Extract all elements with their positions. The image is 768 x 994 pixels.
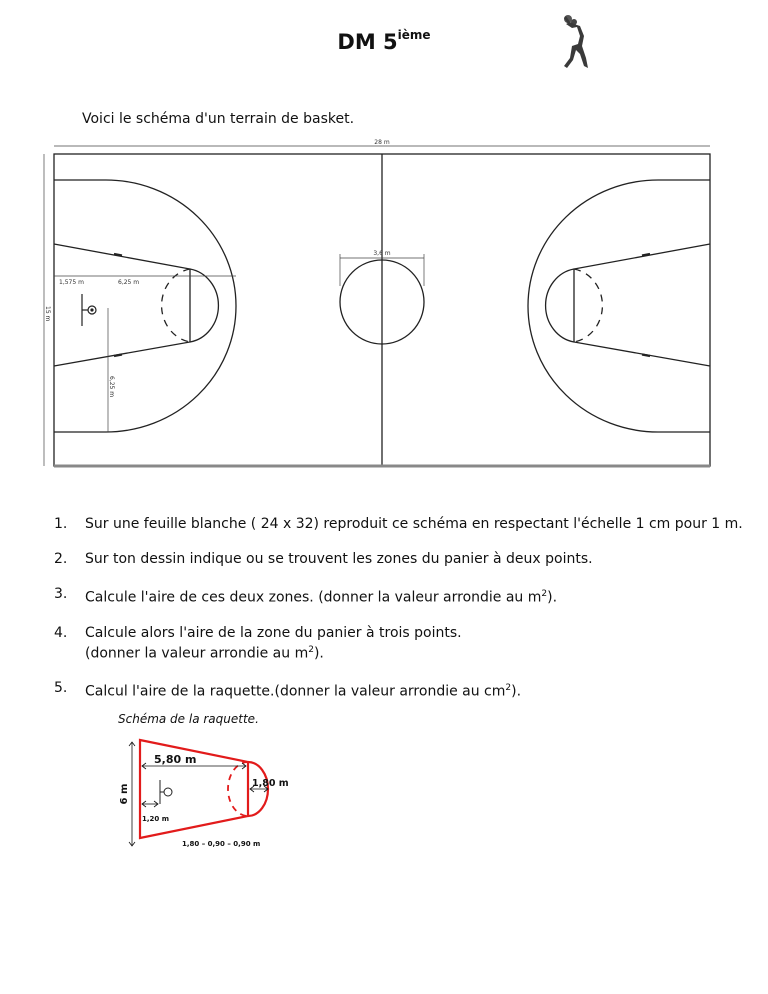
raquette-diagram (110, 732, 310, 852)
court-length-label: 28 m (374, 139, 390, 146)
question-number: 4. (54, 624, 68, 641)
superscript: 2 (541, 589, 548, 599)
title-text: DM 5 (337, 30, 398, 54)
three-point-vertical-label: 6,25 m (108, 376, 115, 398)
raquette-height-label: 6 m (119, 783, 130, 805)
question-number: 3. (54, 586, 68, 602)
raquette-caption: Schéma de la raquette. (118, 712, 259, 726)
court-width-label: 15 m (44, 306, 51, 322)
question-list (54, 516, 744, 719)
page-title (0, 30, 768, 54)
question-number: 2. (54, 551, 68, 567)
intro-text: Voici le schéma d'un terrain de basket. (82, 111, 355, 127)
question-text-end: ). (313, 645, 324, 662)
question-text: Sur une feuille blanche ( 24 x 32) reproduit ce schéma en respectant l'échelle 1 cm pour 1 m. (85, 516, 743, 532)
superscript: 2 (505, 683, 512, 694)
question-text: Calcul l'aire de la raquette.(donner la valeur arrondie au cm (85, 683, 506, 700)
basket-distance-label: 1,575 m (59, 279, 84, 286)
question-text-end: ). (511, 683, 522, 700)
question-text-end: ). (547, 589, 558, 606)
raquette-basket-label: 1,20 m (142, 815, 170, 823)
question-number: 5. (54, 680, 68, 697)
title-superscript: ième (397, 28, 431, 42)
question-item (54, 625, 744, 663)
superscript: 2 (308, 644, 314, 655)
basketball-court-diagram (36, 136, 716, 472)
three-point-horizontal-label: 6,25 m (118, 279, 140, 286)
question-item (54, 516, 744, 533)
raquette-bottom-label: 1,80 – 0,90 – 0,90 m (182, 840, 261, 848)
circle-diameter-label: 3,6 m (373, 250, 391, 257)
question-text: Calcule alors l'aire de la zone du panier à trois points. (85, 624, 462, 641)
question-item (54, 586, 744, 607)
basketball-player-icon (558, 14, 594, 72)
question-text: Sur ton dessin indique ou se trouvent les zones du panier à deux points. (85, 551, 593, 567)
raquette-radius-label: 1,80 m (252, 778, 289, 789)
question-item (54, 680, 744, 701)
question-number: 1. (54, 516, 68, 532)
question-text: Calcule l'aire de ces deux zones. (donner la valeur arrondie au m (85, 589, 542, 606)
question-item (54, 551, 744, 568)
raquette-length-label: 5,80 m (154, 753, 197, 766)
question-text-line2: (donner la valeur arrondie au m (85, 645, 309, 662)
